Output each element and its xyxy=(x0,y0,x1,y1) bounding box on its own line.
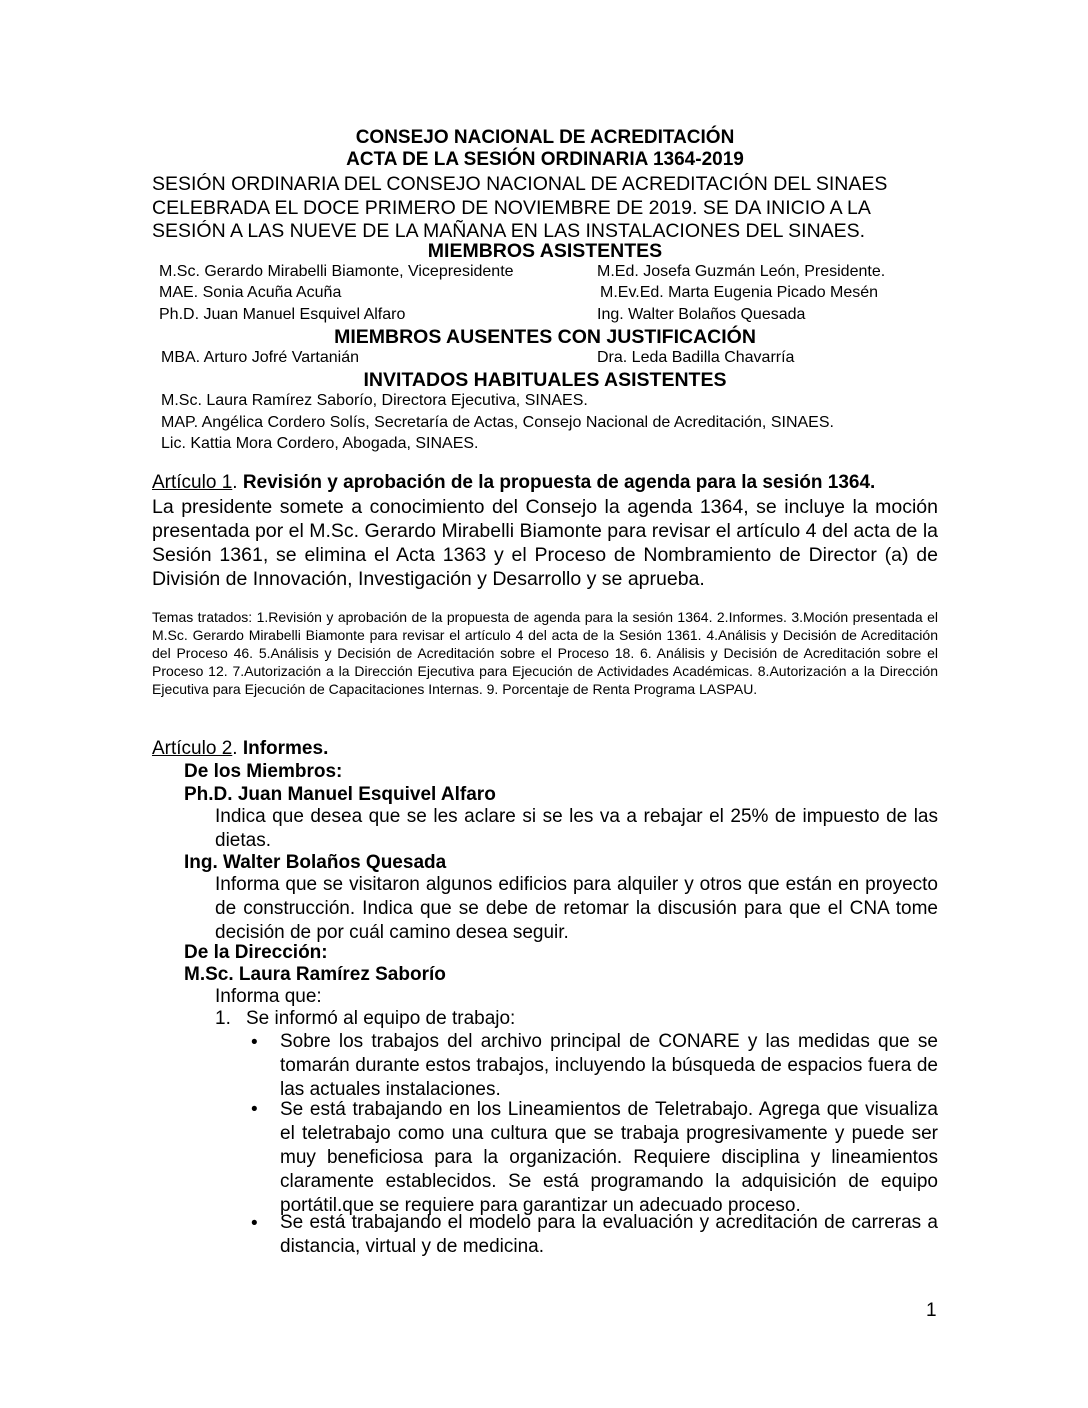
member-2-name: Ing. Walter Bolaños Quesada xyxy=(184,852,447,873)
asistentes-heading: MIEMBROS ASISTENTES xyxy=(427,240,663,262)
bullet-item-2: Se está trabajando en los Lineamientos de Teletrabajo. Agrega que visualiza el teletrabajo como una cultura que se trabaja progresivamente y puede ser muy beneficiosa para la organización. Requiere disciplina y lineamientos claramente establecidos. Se está programando la adquisición de equipo portátil.que se requiere para garantizar un adecuado proceso. xyxy=(280,1099,938,1216)
doc-subtitle: ACTA DE LA SESIÓN ORDINARIA 1364-2019 xyxy=(346,149,744,170)
bullet-icon: • xyxy=(251,1213,258,1234)
asistente-right-1: M.Ed. Josefa Guzmán León, Presidente. xyxy=(597,263,886,280)
doc-title: CONSEJO NACIONAL DE ACREDITACIÓN xyxy=(355,127,735,148)
director-name: M.Sc. Laura Ramírez Saborío xyxy=(184,964,446,985)
intro-line-1: SESIÓN ORDINARIA DEL CONSEJO NACIONAL DE ACREDITACIÓN DEL SINAES xyxy=(152,173,888,195)
invitado-2: MAP. Angélica Cordero Solís, Secretaría de Actas, Consejo Nacional de Acreditación, SINAES. xyxy=(161,414,834,431)
articulo-2-label: Artículo 2 xyxy=(152,738,233,759)
ausente-left: MBA. Arturo Jofré Vartanián xyxy=(161,349,360,366)
director-intro: Informa que: xyxy=(215,986,322,1007)
asistente-left-1: M.Sc. Gerardo Mirabelli Biamonte, Vicepresidente xyxy=(159,263,514,280)
page-number: 1 xyxy=(926,1300,937,1321)
bullet-item-3: Se está trabajando el modelo para la evaluación y acreditación de carreras a distancia, virtual y de medicina. xyxy=(280,1212,938,1257)
bullet-item-1: Sobre los trabajos del archivo principal de CONARE y las medidas que se tomarán durante estos trabajos, incluyendo la búsqueda de espacios fuera de las actuales instalaciones. xyxy=(280,1031,938,1100)
articulo-1-title: Revisión y aprobación de la propuesta de agenda para la sesión 1364. xyxy=(242,472,876,493)
articulo-1-heading: Artículo 1. Revisión y aprobación de la propuesta de agenda para la sesión 1364. xyxy=(152,472,876,493)
temas-tratados: Temas tratados: 1.Revisión y aprobación de la propuesta de agenda para la sesión 1364. 2.Informes. 3.Moción presentada el M.Sc. Gerardo Mirabelli Biamonte para revisar el artículo 4 del acta de la Sesión 1361. 4.Análisis y Decisión de Acreditación del Proceso 46. 5.Análisis y Decisión de Acreditación sobre el Proceso 18. 6. Análisis y Decisión de Acreditación sobre el Proceso 12. 7.Autorización a la Dirección Ejecutiva para Ejecución de Actividades Académicas. 8.Autorización a la Dirección Ejecutiva para Ejecución de Capacitaciones Internas. 9. Porcentaje de Renta Programa LASPAU. xyxy=(152,609,938,697)
asistente-right-3: Ing. Walter Bolaños Quesada xyxy=(597,306,806,323)
member-1-text: Indica que desea que se les aclare si se les va a rebajar el 25% de impuesto de las dietas. xyxy=(215,806,938,851)
member-2-text: Informa que se visitaron algunos edificios para alquiler y otros que están en proyecto de construcción. Indica que se debe de retomar la discusión para que el CNA tome decisión de por cuál camino desea seguir. xyxy=(215,874,938,943)
articulo-2-title: Informes. xyxy=(242,738,329,759)
intro-line-3: SESIÓN A LAS NUEVE DE LA MAÑANA EN LAS INSTALACIONES DEL SINAES. xyxy=(152,220,866,242)
asistente-left-3: Ph.D. Juan Manuel Esquivel Alfaro xyxy=(159,306,406,323)
invitado-1: M.Sc. Laura Ramírez Saborío, Directora Ejecutiva, SINAES. xyxy=(161,392,588,409)
member-1-name: Ph.D. Juan Manuel Esquivel Alfaro xyxy=(184,784,496,805)
asistente-right-2: M.Ev.Ed. Marta Eugenia Picado Mesén xyxy=(600,284,879,301)
miembros-heading: De los Miembros: xyxy=(184,761,343,782)
invitados-heading: INVITADOS HABITUALES ASISTENTES xyxy=(363,369,727,391)
ausentes-heading: MIEMBROS AUSENTES CON JUSTIFICACIÓN xyxy=(334,326,756,348)
bullet-icon: • xyxy=(251,1032,258,1053)
item-1-text: Se informó al equipo de trabajo: xyxy=(246,1008,516,1029)
ausente-right: Dra. Leda Badilla Chavarría xyxy=(597,349,795,366)
articulo-1-body: La presidente somete a conocimiento del Consejo la agenda 1364, se incluye la moción presentada por el M.Sc. Gerardo Mirabelli Biamonte para revisar el artículo 4 del acta de la Sesión 1361, se elimina el Acta 1363 y el Proceso de Nombramiento de Director (a) de División de Innovación, Investigación y Desarrollo y se aprueba. xyxy=(152,496,938,590)
articulo-1-label: Artículo 1 xyxy=(152,472,233,493)
articulo-2-heading: Artículo 2. Informes. xyxy=(152,738,329,759)
bullet-icon: • xyxy=(251,1099,258,1120)
direccion-heading: De la Dirección: xyxy=(184,942,328,963)
item-1-number: 1. xyxy=(215,1008,231,1029)
invitado-3: Lic. Kattia Mora Cordero, Abogada, SINAES. xyxy=(161,435,479,452)
intro-line-2: CELEBRADA EL DOCE PRIMERO DE NOVIEMBRE DE 2019. SE DA INICIO A LA xyxy=(152,197,871,219)
asistente-left-2: MAE. Sonia Acuña Acuña xyxy=(159,284,342,301)
